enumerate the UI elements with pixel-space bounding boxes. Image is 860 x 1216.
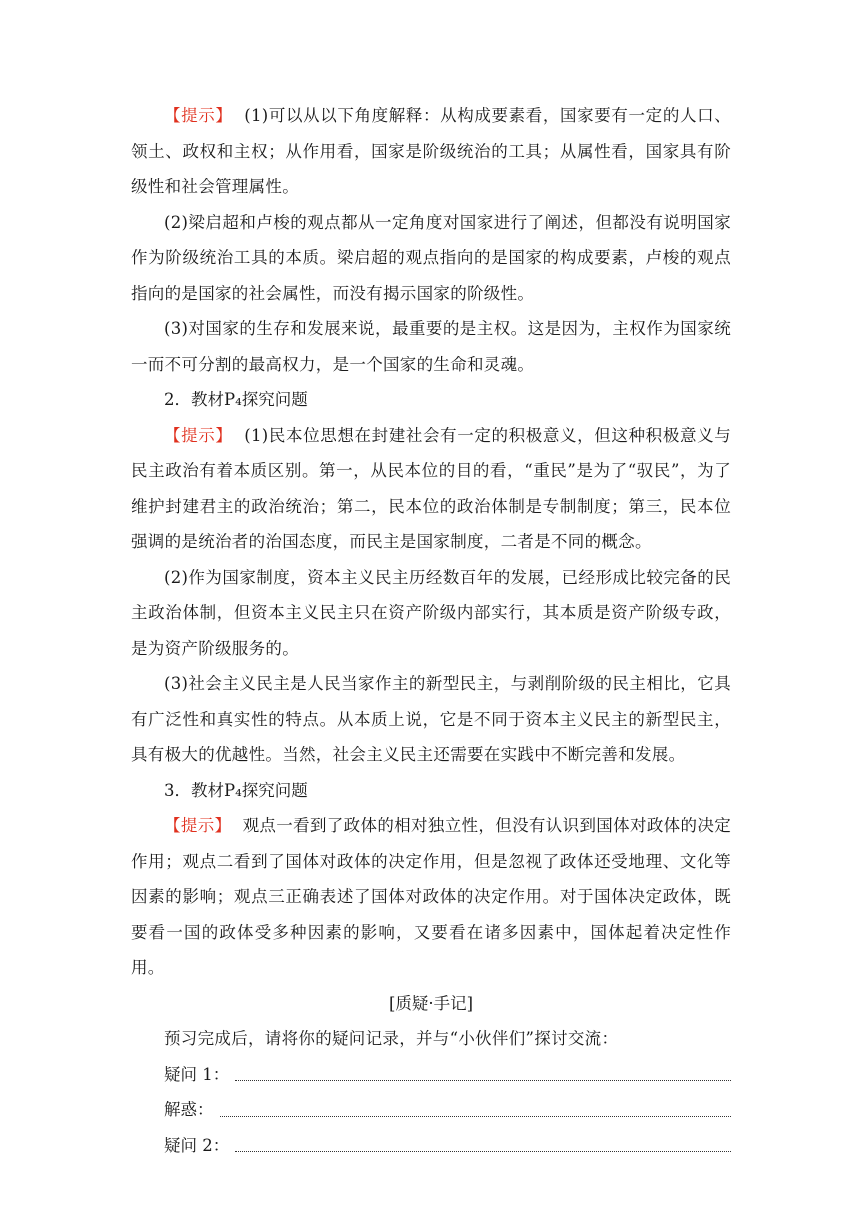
answer-1-writing-line[interactable] xyxy=(220,1116,732,1117)
paragraph-2-1-text: (1)民本位思想在封建社会有一定的积极意义，但这种积极意义与民主政治有着本质区别。第一，从民本位的目的看，“重民”是为了“驭民”，为了维护封建君主的政治统治；第二，民本位的政治体制是专制制度；第三，民本位强调的是统治者的治国态度，而民主是国家制度，二者是不同的概念。 xyxy=(131,425,731,551)
notes-title: [质疑·手记] xyxy=(388,993,474,1013)
paragraph-1-1 xyxy=(131,98,731,205)
paragraph-3-1 xyxy=(131,808,731,986)
question-1-row xyxy=(131,1057,731,1093)
paragraph-1-1-text: (1)可以从以下角度解释：从构成要素看，国家要有一定的人口、领土、政权和主权；从作用看，国家是阶级统治的工具；从属性看，国家具有阶级性和社会管理属性。 xyxy=(131,106,731,196)
tip-label: 【提示】 xyxy=(164,816,232,835)
question-2-label: 疑问 2： xyxy=(164,1135,230,1155)
paragraph-2-3: (3)社会主义民主是人民当家作主的新型民主，与剥削阶级的民主相比，它具有广泛性和真实性的特点。从本质上说，它是不同于资本主义民主的新型民主，具有极大的优越性。当然，社会主义民主还需要在实践中不断完善和发展。 xyxy=(131,674,731,764)
paragraph-2-1 xyxy=(131,418,731,560)
question-2-row xyxy=(131,1128,731,1164)
paragraph-1-2: (2)梁启超和卢梭的观点都从一定角度对国家进行了阐述，但都没有说明国家作为阶级统治工具的本质。梁启超的观点指向的是国家的构成要素，卢梭的观点指向的是国家的社会属性，而没有揭示国家的阶级性。 xyxy=(131,212,731,303)
question-1-writing-line[interactable] xyxy=(235,1080,731,1081)
paragraph-2-2: (2)作为国家制度，资本主义民主历经数百年的发展，已经形成比较完备的民主政治体制，但资本主义民主只在资产阶级内部实行，其本质是资产阶级专政，是为资产阶级服务的。 xyxy=(131,567,731,658)
section-3-heading: 3．教材P₄探究问题 xyxy=(164,780,308,800)
tip-label: 【提示】 xyxy=(164,425,233,445)
answer-1-row xyxy=(131,1092,731,1128)
answer-1-label: 解惑： xyxy=(164,1100,214,1119)
paragraph-3-1-text: 观点一看到了政体的相对独立性，但没有认识到国体对政体的决定作用；观点二看到了国体对政体的决定作用，但是忽视了政体还受地理、文化等因素的影响；观点三正确表述了国体对政体的决定作用。对于国体决定政体，既要看一国的政体受多种因素的影响，又要看在诸多因素中，国体起着决定性作用。 xyxy=(131,816,732,977)
section-2-heading: 2．教材P₄探究问题 xyxy=(164,390,308,409)
question-2-writing-line[interactable] xyxy=(235,1151,731,1152)
notes-intro: 预习完成后，请将你的疑问记录，并与“小伙伴们”探讨交流： xyxy=(164,1029,619,1048)
paragraph-1-3: (3)对国家的生存和发展来说，最重要的是主权。这是因为，主权作为国家统一而不可分割的最高权力，是一个国家的生命和灵魂。 xyxy=(131,319,731,374)
tip-label: 【提示】 xyxy=(164,106,233,125)
document-content xyxy=(131,98,731,1163)
question-1-label: 疑问 1： xyxy=(164,1064,230,1084)
